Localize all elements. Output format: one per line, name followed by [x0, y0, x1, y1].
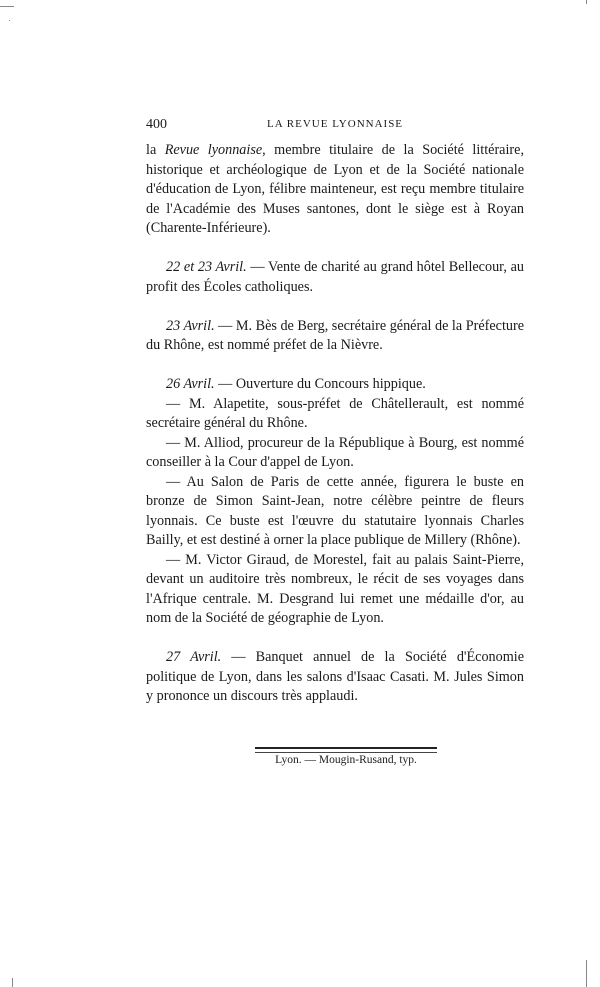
page-number: 400: [146, 117, 167, 132]
entry-date: 26 Avril.: [166, 376, 215, 392]
text-segment: , membre titulaire de la Société littéraire, historique et archéologique de Lyon et de la Société nationale d'éducation de Lyon, félibre mainteneur, est reçu membre titulaire de l'Académie des Muses santones, dont le siège est à Royan (Charente-Inférieure).: [146, 142, 524, 236]
entry-26-avril: [146, 375, 524, 395]
paragraph-continuation: [146, 141, 524, 239]
journal-title: Revue lyonnaise: [164, 142, 263, 158]
entry-text: — Banquet annuel de la Société d'Économie politique de Lyon, dans les salons d'Isaac Casati. M. Jules Simon y prononce un discours très applaudi.: [146, 649, 525, 704]
running-head: LA REVUE LYONNAISE: [266, 118, 404, 130]
entry-26-avril-item-alapetite: [146, 395, 524, 434]
entry-date: 22 et 23 Avril.: [166, 259, 247, 275]
entry-27-avril: [146, 648, 524, 707]
body-text: [146, 141, 524, 707]
entry-date: 23 Avril.: [166, 317, 215, 334]
entry-text: — M. Alapetite, sous-préfet de Châtellerault, est nommé secrétaire général du Rhône.: [146, 395, 524, 431]
footer-rule-thin: [255, 752, 437, 753]
entry-date: 27 Avril.: [166, 649, 222, 665]
footer-rule: [255, 747, 437, 749]
entry-text: — Ouverture du Concours hippique.: [214, 376, 426, 392]
entry-26-avril-item-salon: [146, 473, 524, 551]
text-segment: la: [146, 142, 165, 158]
entry-text: — Au Salon de Paris de cette année, figurera le buste en bronze de Simon Saint-Jean, notre célèbre peintre de fleurs lyonnais. Ce buste est l'œuvre du statutaire lyonnais Charles Bailly, et est destiné à orner la place publique de Millery (Rhône).: [146, 473, 524, 548]
entry-text: — M. Alliod, procureur de la République à Bourg, est nommé conseiller à la Cour d'appel de Lyon.: [146, 434, 524, 470]
entry-text: — M. Bès de Berg, secrétaire général de la Préfecture du Rhône, est nommé préfet de la Nièvre.: [146, 317, 524, 353]
entry-23-avril: [146, 317, 524, 356]
entry-text: — Vente de charité au grand hôtel Bellecour, au profit des Écoles catholiques.: [146, 259, 524, 295]
scan-edge-mark-bottom-right: [586, 960, 587, 987]
entry-22-23-avril: [146, 258, 524, 297]
entry-26-avril-item-giraud: [146, 551, 524, 629]
scan-edge-mark-top-right: [586, 0, 587, 4]
entry-26-avril-item-alliod: [146, 434, 524, 473]
scan-edge-mark-top-left: [0, 6, 14, 7]
entry-text: — M. Victor Giraud, de Morestel, fait au palais Saint-Pierre, devant un auditoire très nombreux, le récit de ses voyages dans l'Afrique centrale. M. Desgrand lui remet une médaille d'or, au nom de la Société de géographie de Lyon.: [146, 551, 524, 626]
page-header: [146, 117, 524, 135]
scan-edge-mark-left: [9, 20, 10, 21]
printer-imprint: Lyon. — Mougin-Rusand, typ.: [275, 754, 417, 766]
scan-edge-mark-bottom-left: [12, 978, 13, 987]
